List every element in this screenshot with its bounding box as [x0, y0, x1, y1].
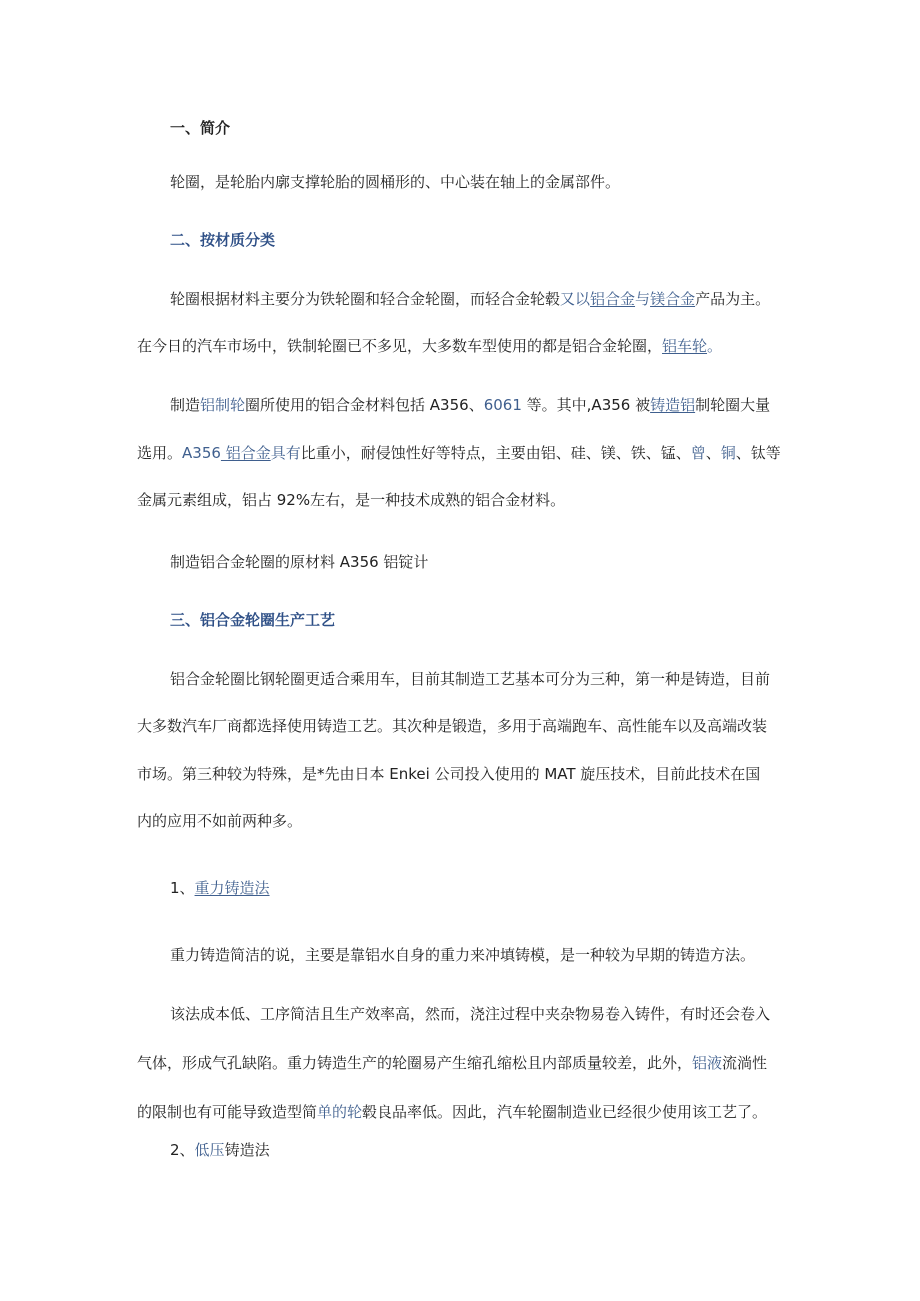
text-span: 制造	[170, 396, 201, 414]
link-magnesium-alloy[interactable]: 镁合金	[650, 290, 696, 308]
text-span: 等。其中,A356 被	[521, 396, 651, 414]
heading-material-classification: 二、按材质分类	[170, 231, 276, 249]
paragraph-gravity-line-3	[137, 1102, 767, 1122]
paragraph-rim-definition: 轮圈，是轮胎内廓支撑轮胎的圆桶形的、中心装在轴上的金属部件。	[170, 173, 621, 191]
link-text[interactable]: 与	[635, 290, 651, 308]
paragraph-material-line-2	[137, 336, 722, 356]
heading-gravity-casting	[170, 878, 270, 898]
link-cast-aluminum[interactable]: 铸造铝	[650, 396, 696, 414]
paragraph-gravity-line-2	[137, 1053, 767, 1073]
link-gravity-casting[interactable]: 重力铸造法	[194, 879, 270, 897]
item-number: 2、	[170, 1141, 195, 1159]
text-span: 。	[707, 337, 723, 355]
text-span: 气体，形成气孔缺陷。重力铸造生产的轮圈易产生缩孔缩松且内部质量较差，此外，	[137, 1054, 693, 1072]
heading-production-process: 三、铝合金轮圈生产工艺	[170, 611, 336, 629]
text-span: 制轮圈大量	[695, 396, 771, 414]
text-span: 圈所使用的铝合金材料包括 A356、	[245, 396, 484, 414]
text-span: 轮圈根据材料主要分为铁轮圈和轻合金轮圈，而轻合金轮毂	[170, 290, 561, 308]
text-span: 、	[705, 444, 721, 462]
paragraph-raw-material: 制造铝合金轮圈的原材料 A356 铝锭计	[170, 553, 429, 571]
paragraph-alloy-line-1	[170, 395, 770, 415]
link-aluminum-wheel[interactable]: 铝车轮	[662, 337, 708, 355]
text-span: 毂良品率低。因此，汽车轮圈制造业已经很少使用该工艺了。	[362, 1103, 768, 1121]
link-aluminum-rim[interactable]: 铝制轮	[200, 396, 246, 414]
link-text[interactable]: 单的轮	[317, 1103, 363, 1121]
link-low-pressure[interactable]: 低压	[194, 1141, 225, 1159]
link-molten-aluminum[interactable]: 铝液	[692, 1054, 723, 1072]
link-a356-alloy[interactable]: 铝合金	[220, 444, 271, 462]
heading-low-pressure-casting	[170, 1140, 270, 1160]
text-span: 的限制也有可能导致造型简	[137, 1103, 318, 1121]
link-copper[interactable]: 铜	[720, 444, 736, 462]
link-text[interactable]: 又以	[560, 290, 591, 308]
text-span: 比重小，耐侵蚀性好等特点，主要由铝、硅、镁、铁、锰、	[300, 444, 691, 462]
paragraph-gravity-definition: 重力铸造简洁的说，主要是靠铝水自身的重力来冲填铸模，是一种较为早期的铸造方法。	[170, 946, 756, 964]
link-text[interactable]: 具有	[270, 444, 301, 462]
paragraph-gravity-line-1: 该法成本低、工序简洁且生产效率高，然而，浇注过程中夹杂物易卷入铸件，有时还会卷入	[170, 1005, 771, 1023]
paragraph-alloy-line-3: 金属元素组成，铝占 92%左右，是一种技术成熟的铝合金材料。	[137, 491, 566, 509]
paragraph-process-line-4: 内的应用不如前两种多。	[137, 812, 303, 830]
text-span: 选用。	[137, 444, 183, 462]
text-span: 在今日的汽车市场中，铁制轮圈已不多见，大多数车型使用的都是铝合金轮圈，	[137, 337, 663, 355]
heading-introduction: 一、简介	[170, 119, 231, 137]
item-number: 1、	[170, 879, 195, 897]
link-a356[interactable]: A356	[182, 444, 221, 462]
paragraph-alloy-line-2	[137, 443, 781, 463]
paragraph-process-line-2: 大多数汽车厂商都选择使用铸造工艺。其次种是锻造，多用于高端跑车、高性能车以及高端改装	[137, 717, 768, 735]
paragraph-process-line-1: 铝合金轮圈比钢轮圈更适合乘用车，目前其制造工艺基本可分为三种，第一种是铸造，目前	[170, 670, 771, 688]
paragraph-process-line-3: 市场。第三种较为特殊，是*先由日本 Enkei 公司投入使用的 MAT 旋压技术，目前此技术在国	[137, 765, 761, 783]
link-aluminum-alloy[interactable]: 铝合金	[590, 290, 636, 308]
text-span: 产品为主。	[695, 290, 771, 308]
text-span: 铸造法	[224, 1141, 270, 1159]
link-text[interactable]: 曾	[690, 444, 706, 462]
text-span: 流淌性	[722, 1054, 768, 1072]
paragraph-material-line-1	[170, 289, 770, 309]
link-6061[interactable]: 6061	[483, 396, 522, 414]
text-span: 、钛等	[735, 444, 781, 462]
